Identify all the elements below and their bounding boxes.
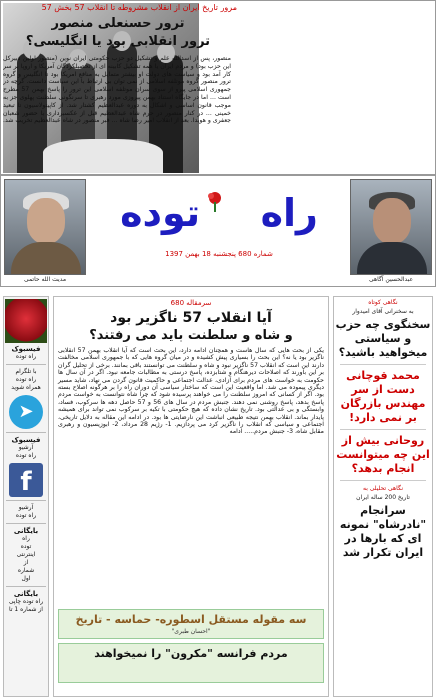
- issue-info: شماره 680 پنجشنبه 18 بهمن 1397: [165, 250, 273, 258]
- side-headline-3[interactable]: روحانی بیش از این چه میتوانست انجام بدهد؟: [336, 434, 430, 475]
- facebook-link-sub[interactable]: راه توده: [15, 353, 37, 360]
- online-archive-title[interactable]: بایگانی: [13, 527, 39, 535]
- print-archive-line[interactable]: از شماره 1 تا: [9, 606, 43, 613]
- side-headline-1[interactable]: سخنگوی چه حزب و سیاستی میخواهید باشید؟: [335, 318, 431, 359]
- editorial-kicker: سرمقاله 680: [170, 299, 212, 307]
- print-archive-title[interactable]: بایگانی: [13, 590, 39, 598]
- side-headline-4[interactable]: سرانجام "نادرشاه" نمونه ای که بارها در ایران تکرار شد: [339, 504, 427, 559]
- side-kicker-2: نگاهی تحلیلی به: [362, 485, 403, 492]
- side-headline-2[interactable]: محمد قوچانی دست از سر مهندس بازرگان بر نمی دارد!: [340, 369, 426, 424]
- top-article-kicker: مرور تاریخ ایران از انقلاب مشروطه تا انقلاب 57 بخش 57: [41, 3, 237, 12]
- portrait-left-caption: مدیت الله حاتمی: [23, 276, 67, 283]
- telegram-icon[interactable]: ➤: [9, 395, 43, 429]
- logo-word-rah: راه: [260, 191, 318, 235]
- editorial-title[interactable]: آیا انقلاب 57 ناگزیر بود: [110, 310, 272, 326]
- facebook-archive-title[interactable]: فیسبوک: [11, 436, 41, 444]
- links-column-left: [3, 296, 49, 697]
- telegram-link-sub2[interactable]: همراه شوید: [11, 384, 41, 391]
- portrait-right: [350, 179, 432, 275]
- facebook-link-title[interactable]: فیسبوک: [11, 345, 41, 353]
- editorial-body: یکی از بحث هایی که سال هاست و همچنان ادامه دارد، این بحث است که آیا انقلاب بهمن 57 انقلابی ناگزیر بود یا نه؟ این بحث را بسیاری پیش کشیده و در میان گروه هایی که با جمهوری اسلامی مخالفت دارند این است که انقلاب 57 ناگزیر نبود و شاه و سلطنت می توانستند باقی بمانند. برخی از تحلیل گران بر این باورند که اصلاحات دیرهنگام و شتابزده، پاسخ درستی به مطالبات جامعه نبود. اگر در آن سال ها حکومت به خواست های مردم برای آزادی، عدالت اجتماعی و حاکمیت قانون گردن می نهاد، شاید مسیر دیگری پیموده می شد. اما واقعیت این است که ساختار سیاسی آن دوران راه را بر هرگونه اصلاح بسته بود. اگر از کسانی که امروز سلطنت را می خواهند پرسیده شود که چرا شاه نتوانست به خواست مردم پاسخ بدهد، پاسخ روشنی نمی دهند. جنبش مردم در سال های 56 و 57 حاصل دهه ها سرکوب، فساد، وابستگی و بی عدالتی بود. تاریخ نشان داده که هیچ حکومتی با تکیه بر سرکوب نمی تواند برای همیشه پایدار بماند. انقلاب بهمن نتیجه طبیعی انباشت این نارضایتی ها بود. در ادامه این مقاله به دلایل تاریخی، اجتماعی و سیاسی که انقلاب را ناگزیر کرد می پردازیم. 1- رژیم 28 مرداد، 2- ابوزیسیون و رهبری مقابل شاه، 3- جنبش مردم..... ادامه: [58, 347, 325, 436]
- online-archive-line[interactable]: اول: [21, 575, 31, 582]
- top-article-body: منصور، پس از اسدالله علم و تشکیل دو حزب حکومتی ایران نوین (منصور اولین دبیرکل این حزب بود) و مردم ایران یا همه تشکیل کابینه ای از تحصیلکردگان آمریکا و اروپا بر سر کار آمد بود و سیاست های دولت او بیشتر متمایل به منافع امریکا بود تا انگلیس و گروه ترور منصور گروه موتلفه اسلامی از نمی توان بی ارتباط با این سیاست دانست. گرچه در جمهوری اسلامی پیرو از سوی سران موتلفه اسلامی این ترور را پاسخ بهمن 57 مطرح است ... اما در جایگاه استناد بهمن پیروزی مورد رهبری تا سرنگونی سلطنت پهلوی جز به موجب قانون اساسی و اشکال به دوره عبدالعظیم کشتار شد. از کاپیتولاسیون تا تبعید خمینی ... در کنار منصور در حرم شاه عبدالعظیم قبل از عکسبرداری با حضور شعبان جعفری و هویدا. بعد از انقلاب امیر رضا شاه ... قبر منصور در شاه عبدالعظیم تخریب شد.: [3, 55, 231, 125]
- rose-image: [5, 299, 47, 343]
- online-archive-line[interactable]: از: [23, 559, 29, 566]
- online-archive-line[interactable]: شماره: [17, 567, 35, 574]
- telegram-link-title[interactable]: با تلگرام: [15, 368, 37, 375]
- article-teaser-macron[interactable]: [58, 643, 324, 683]
- logo-word-tudeh: توده: [120, 191, 201, 235]
- archive-link-sub[interactable]: راه توده: [15, 512, 37, 519]
- side-column-right: [333, 296, 433, 697]
- telegram-link-sub1[interactable]: راه توده: [15, 376, 37, 383]
- online-archive-line[interactable]: اینترنتی: [16, 551, 36, 558]
- facebook-icon[interactable]: f: [9, 463, 43, 497]
- top-article[interactable]: [0, 0, 436, 175]
- print-archive-line[interactable]: راه توده چاپی: [8, 598, 44, 605]
- online-archive-line[interactable]: توده: [20, 543, 32, 550]
- top-article-subheadline[interactable]: ترور انقلابی بود یا انگلیسی؟: [25, 34, 211, 49]
- top-article-headline[interactable]: ترور حسنعلی منصور: [51, 16, 185, 31]
- teaser-tabari-author: "احسان طبری": [171, 628, 211, 635]
- facebook-archive-sub1[interactable]: آرشیو: [18, 444, 34, 451]
- side-kicker-1: نگاهی کوتاه: [368, 299, 398, 306]
- article-teaser-tabari[interactable]: [58, 609, 324, 639]
- lower-section: [0, 296, 436, 697]
- portrait-left: [4, 179, 86, 275]
- teaser-macron-title: مردم فرانسه "مکرون" را نمیخواهند: [94, 647, 288, 660]
- online-archive-line[interactable]: راه: [22, 535, 30, 542]
- masthead-banner: [0, 175, 436, 287]
- side-sub-2: تاریخ 200 ساله ایران: [356, 494, 410, 501]
- portrait-right-caption: عبدالحسین آگاهی: [368, 276, 414, 283]
- facebook-archive-sub2[interactable]: راه توده: [15, 452, 37, 459]
- archive-link-title[interactable]: آرشیو: [18, 504, 34, 511]
- editorial-subtitle[interactable]: و شاه و سلطنت باید می رفتند؟: [89, 328, 293, 343]
- teaser-tabari-title: سه مقوله مستقل اسطوره- حماسه - تاریخ: [75, 613, 307, 626]
- flower-icon: [204, 190, 226, 212]
- editorial-column: [53, 296, 329, 697]
- side-sub-1: به سخنرانی آقای امیدوار: [352, 308, 414, 315]
